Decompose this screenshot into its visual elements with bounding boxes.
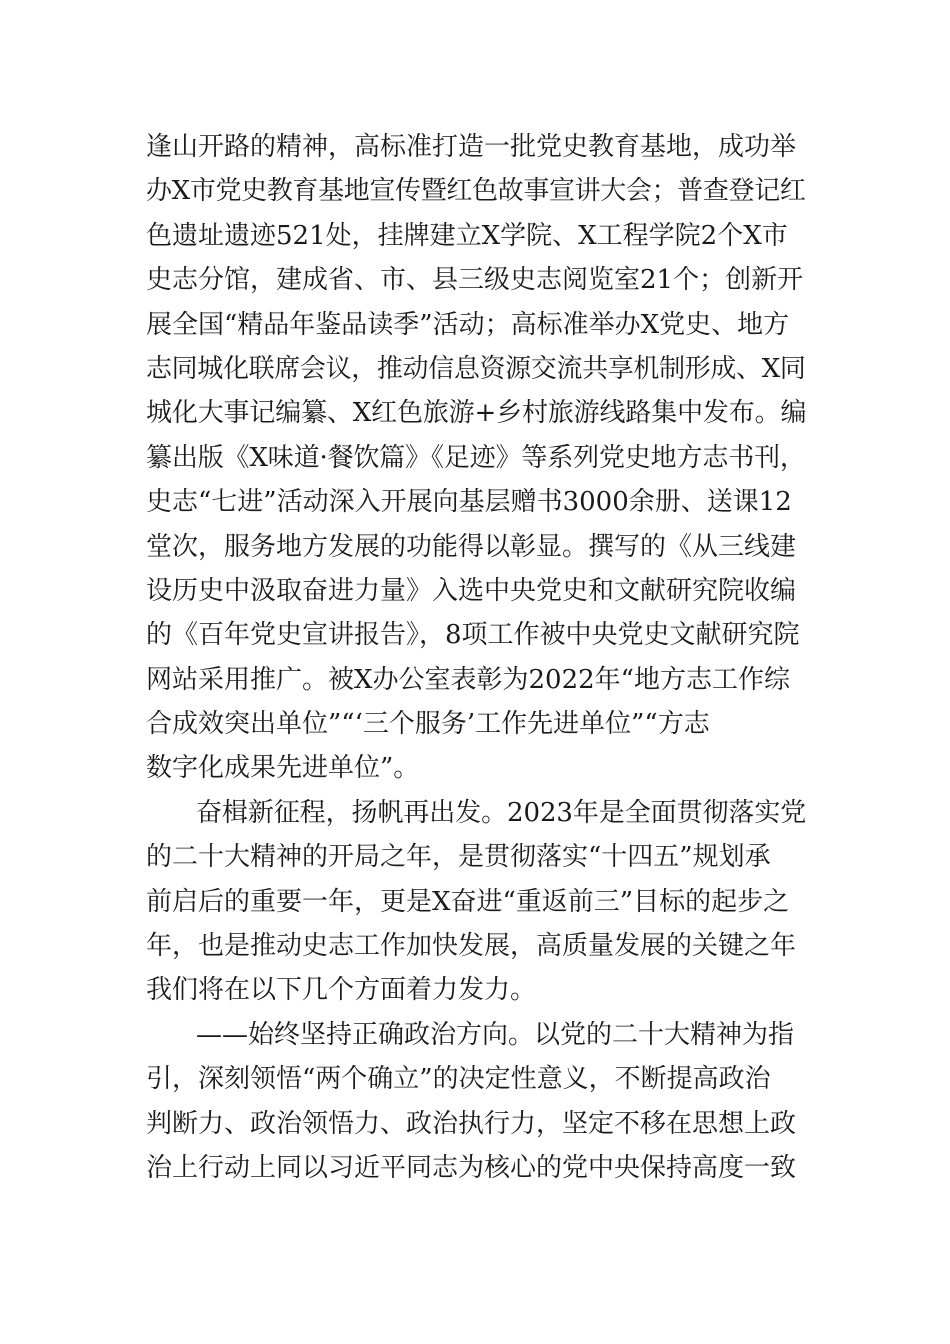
text-line: 设历史中汲取奋进力量》入选中央党史和文献研究院收编	[146, 575, 797, 606]
text-line: 引，深刻领悟“两个确立”的决定性意义，不断提高政治	[146, 1064, 771, 1095]
text-line: 治上行动上同以习近平同志为核心的党中央保持高度一致	[146, 1152, 797, 1183]
text-line: ——始终坚持正确政治方向。以党的二十大精神为指	[196, 1019, 795, 1050]
text-line: 的二十大精神的开局之年，是贯彻落实“十四五”规划承	[146, 842, 771, 873]
text-line: 色遗址遗迹521处，挂牌建立X学院、X工程学院2个X市	[146, 220, 788, 251]
text-line: 年，也是推动史志工作加快发展，高质量发展的关键之年	[146, 931, 797, 962]
text-line: 史志分馆，建成省、市、县三级史志阅览室21个；创新开	[146, 265, 804, 296]
text-line: 我们将在以下几个方面着力发力。	[146, 975, 537, 1006]
text-line: 志同城化联席会议，推动信息资源交流共享机制形成、X同	[146, 353, 806, 384]
text-line: 办X市党史教育基地宣传暨红色故事宣讲大会；普查登记红	[146, 176, 806, 207]
text-line: 堂次，服务地方发展的功能得以彰显。撰写的《从三线建	[146, 531, 797, 562]
text-line: 城化大事记编纂、X红色旅游+乡村旅游线路集中发布。编	[146, 398, 807, 429]
text-line: 的《百年党史宣讲报告》，8项工作被中央党史文献研究院	[146, 620, 800, 651]
text-line: 数字化成果先进单位”。	[146, 753, 420, 784]
text-line: 奋楫新征程，扬帆再出发。2023年是全面贯彻落实党	[196, 797, 807, 828]
body-text	[146, 125, 806, 1190]
text-line: 网站采用推广。被X办公室表彰为2022年“地方志工作综	[146, 664, 790, 695]
text-line: 纂出版《X味道·餐饮篇》《足迹》等系列党史地方志书刊，	[146, 442, 806, 473]
text-line: 逢山开路的精神，高标准打造一批党史教育基地，成功举	[146, 132, 797, 162]
text-line: 前启后的重要一年，更是X奋进“重返前三”目标的起步之	[146, 886, 790, 917]
text-line: 合成效突出单位”“‘三个服务’工作先进单位”“方志	[146, 709, 710, 740]
text-line: 判断力、政治领悟力、政治执行力，坚定不移在思想上政	[146, 1108, 797, 1139]
text-line: 展全国“精品年鉴品读季”活动；高标准举办X党史、地方	[146, 309, 790, 340]
text-line: 史志“七进”活动深入开展向基层赠书3000余册、送课12	[146, 487, 792, 518]
